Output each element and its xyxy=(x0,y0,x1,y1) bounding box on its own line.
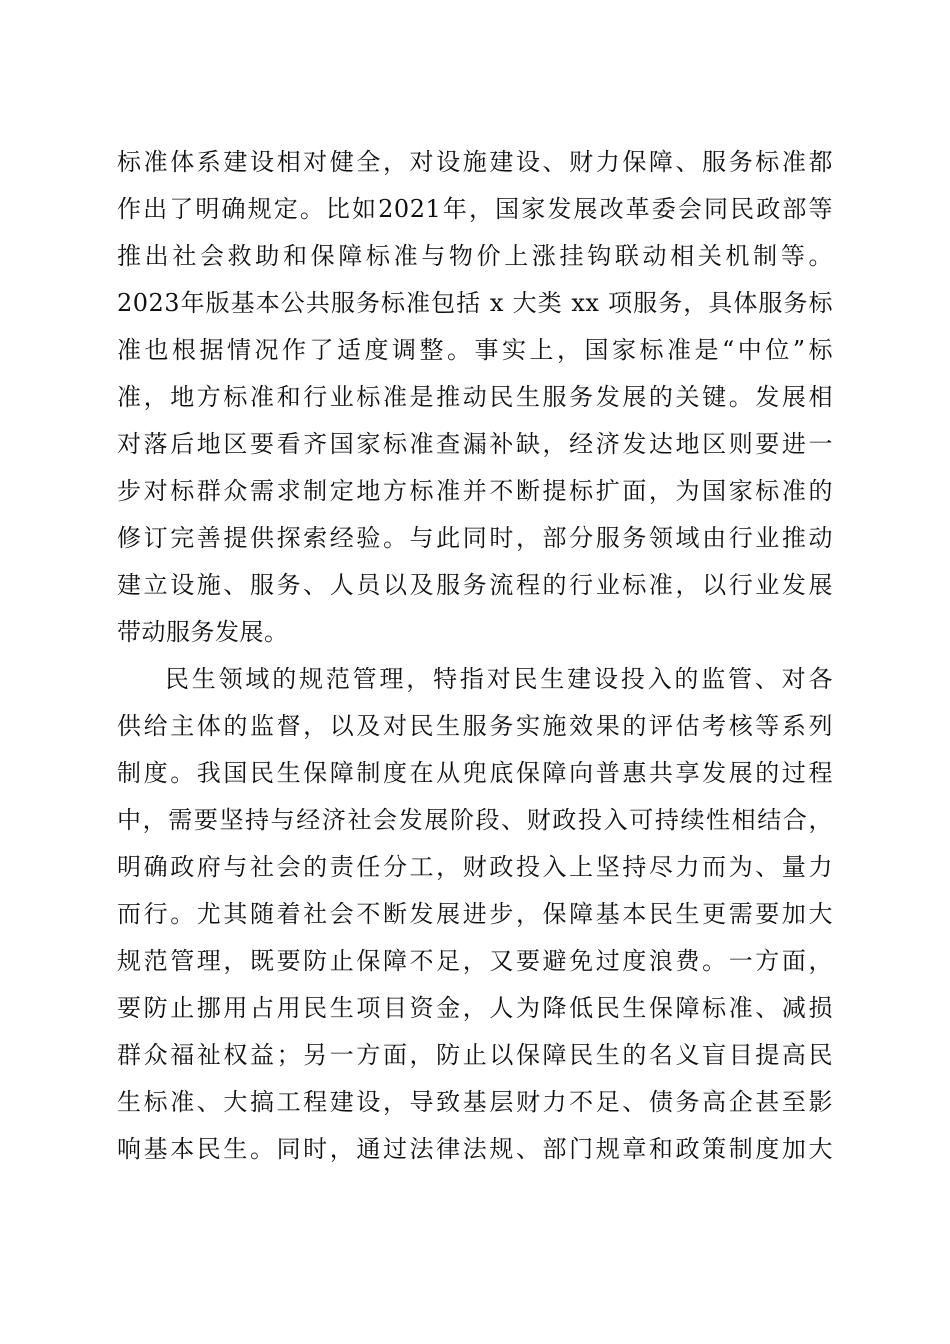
paragraph-2-line-10: 生标准、大搞工程建设，导致基层财力不足、债务高企甚至影 xyxy=(117,1088,833,1116)
paragraph-1-line-5: 准也根据情况作了适度调整。事实上，国家标准是“中位”标 xyxy=(117,336,833,364)
paragraph-2-line-4: 中，需要坚持与经济社会发展阶段、财政投入可持续性相结合， xyxy=(117,806,833,834)
paragraph-1-line-2: 作出了明确规定。比如2021年，国家发展改革委会同民政部等 xyxy=(117,195,833,223)
paragraph-2-line-1: 民生领域的规范管理，特指对民生建设投入的监管、对各 xyxy=(165,665,833,693)
paragraph-1-line-1: 标准体系建设相对健全，对设施建设、财力保障、服务标准都 xyxy=(117,148,833,176)
paragraph-2-line-5: 明确政府与社会的责任分工，财政投入上坚持尽力而为、量力 xyxy=(117,853,833,881)
paragraph-1-line-6: 准，地方标准和行业标准是推动民生服务发展的关键。发展相 xyxy=(117,383,833,411)
paragraph-1-line-9: 修订完善提供探索经验。与此同时，部分服务领域由行业推动 xyxy=(117,524,833,552)
paragraph-1-line-8: 步对标群众需求制定地方标准并不断提标扩面，为国家标准的 xyxy=(117,477,833,505)
paragraph-1-line-4: 2023年版基本公共服务标准包括 x 大类 xx 项服务，具体服务标 xyxy=(117,289,833,317)
paragraph-2-line-11: 响基本民生。同时，通过法律法规、部门规章和政策制度加大 xyxy=(117,1135,833,1163)
paragraph-2-line-9: 群众福祉权益；另一方面，防止以保障民生的名义盲目提高民 xyxy=(117,1041,833,1069)
paragraph-2-line-7: 规范管理，既要防止保障不足，又要避免过度浪费。一方面， xyxy=(117,947,833,975)
paragraph-2-line-3: 制度。我国民生保障制度在从兜底保障向普惠共享发展的过程 xyxy=(117,759,833,787)
paragraph-1-line-10: 建立设施、服务、人员以及服务流程的行业标准，以行业发展 xyxy=(117,571,833,599)
paragraph-1-line-7: 对落后地区要看齐国家标准查漏补缺，经济发达地区则要进一 xyxy=(117,430,833,458)
paragraph-2-line-6: 而行。尤其随着社会不断发展进步，保障基本民生更需要加大 xyxy=(117,900,833,928)
paragraph-2-line-2: 供给主体的监督，以及对民生服务实施效果的评估考核等系列 xyxy=(117,712,833,740)
paragraph-1-line-3: 推出社会救助和保障标准与物价上涨挂钩联动相关机制等。 xyxy=(117,242,833,270)
paragraph-1-line-11: 带动服务发展。 xyxy=(117,618,289,646)
paragraph-2-line-8: 要防止挪用占用民生项目资金，人为降低民生保障标准、减损 xyxy=(117,994,833,1022)
